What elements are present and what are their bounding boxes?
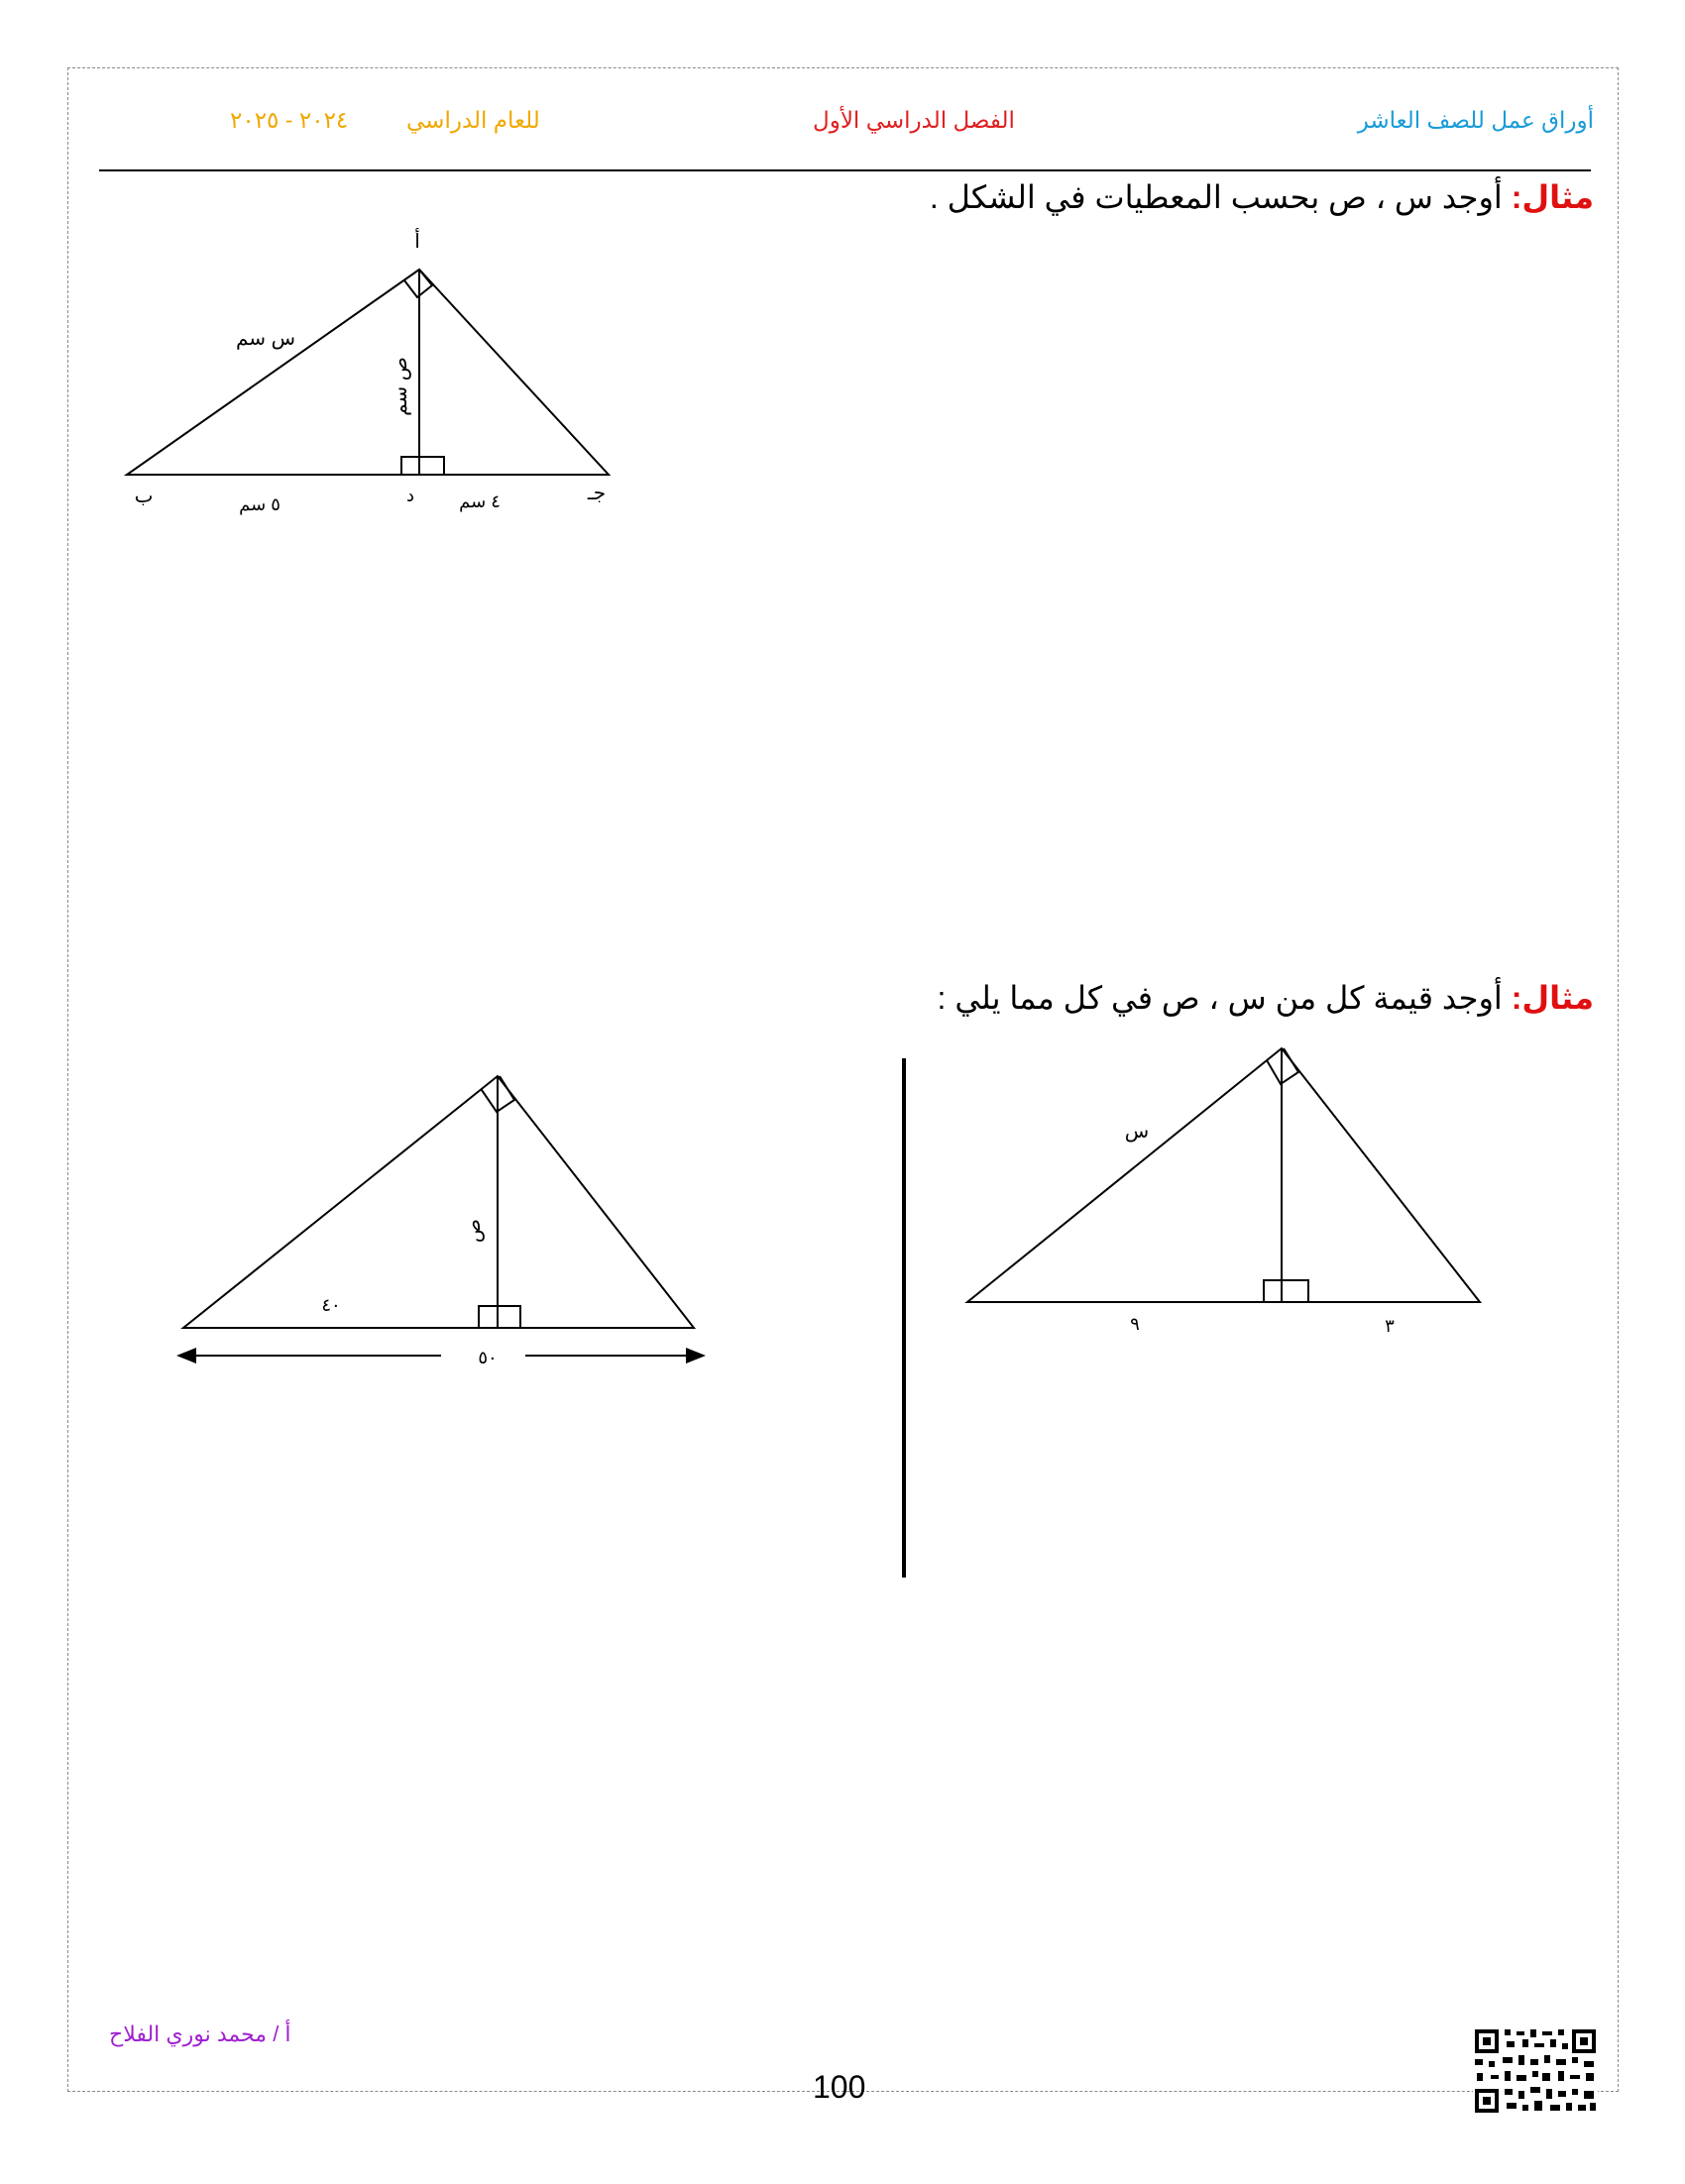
- figure-2a-foot-right-angle: [1264, 1280, 1308, 1302]
- example-2-text: أوجد قيمة كل من س ، ص في كل مما يلي :: [937, 980, 1503, 1016]
- figure-1-vertex-right: جـ: [587, 483, 607, 504]
- figure-1-vertex-left: ب: [134, 486, 154, 507]
- figure-1-triangle: [127, 270, 609, 475]
- page-number: 100: [813, 2069, 866, 2105]
- figure-1-foot-label: د: [405, 486, 415, 505]
- header-semester: الفصل الدراسي الأول: [813, 107, 1015, 133]
- figure-1-alt-label: ص سم: [390, 357, 411, 416]
- figure-2a-triangle: [967, 1048, 1480, 1302]
- footer-author: أ / محمد نوري الفلاح: [109, 2021, 291, 2046]
- example-1-label: مثال:: [1511, 179, 1594, 215]
- example-2-label: مثال:: [1511, 980, 1594, 1016]
- header-year: ٢٠٢٤ - ٢٠٢٥: [230, 107, 349, 133]
- figure-1-hyp-label: س سم: [235, 328, 296, 350]
- header-grade-title: أوراق عمل للصف العاشر: [1357, 107, 1594, 133]
- figure-1-outline: [127, 270, 609, 475]
- figure-1-vertex-top: أ: [414, 231, 420, 253]
- qr-code-icon: [1473, 2027, 1598, 2115]
- figure-1-foot-right-angle: [401, 457, 444, 475]
- figure-2b-seg-label: ٤٠: [321, 1295, 341, 1315]
- figure-2b-base-label: ٥٠: [478, 1348, 498, 1367]
- figure-2a-seg-left: ٩: [1130, 1314, 1140, 1334]
- figure-2b-outline: [183, 1076, 694, 1328]
- figure-2b-alt-label: ص: [463, 1218, 485, 1244]
- figure-2a-outline: [967, 1048, 1480, 1302]
- figure-2a-side-label: س: [1124, 1121, 1150, 1143]
- figure-1-seg-left: ٥ سم: [239, 494, 281, 514]
- figure-2b-triangle: [178, 1076, 704, 1356]
- figure-1-seg-right: ٤ سم: [459, 491, 501, 511]
- figure-2a-seg-right: ٣: [1385, 1316, 1395, 1336]
- example-1-text: أوجد س ، ص بحسب المعطيات في الشكل .: [929, 179, 1503, 215]
- figure-2b-foot-right-angle: [479, 1306, 520, 1328]
- header-year-label: للعام الدراسي: [406, 107, 540, 133]
